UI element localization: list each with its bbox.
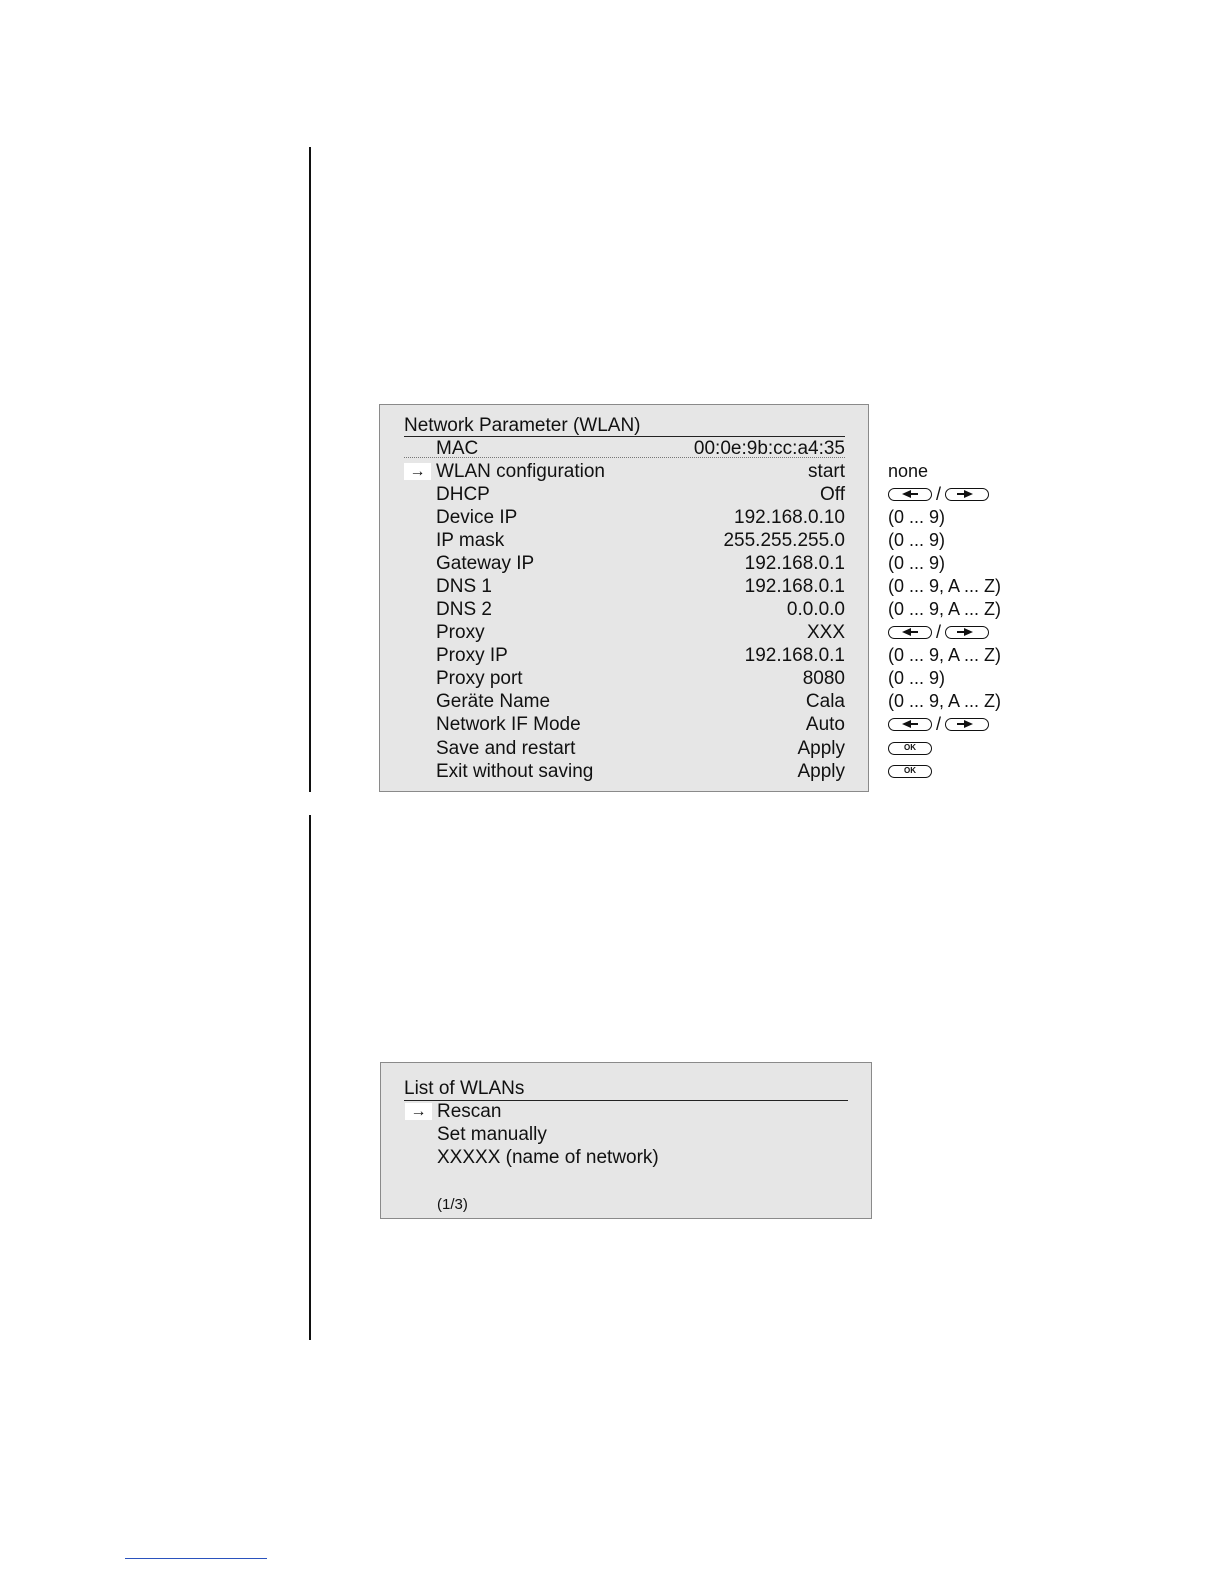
row-label: Network IF Mode [436,714,581,735]
row-label: IP mask [436,530,505,551]
row-label: Gateway IP [436,553,535,574]
menu-row-dhcp[interactable] [380,484,868,507]
wlan-item-set-manually[interactable] [381,1124,871,1147]
hint-text: (0 ... 9) [888,668,946,688]
panel-title: List of WLANs [404,1078,525,1099]
item-label: XXXXX (name of network) [437,1147,659,1168]
hint-text: (0 ... 9) [888,530,946,550]
hint-separator: / [936,714,942,734]
margin-rule-bottom [309,815,311,1340]
row-value: 0.0.0.0 [786,599,845,620]
menu-row-device-name[interactable] [380,691,868,714]
row-value: 255.255.255.0 [723,530,845,551]
row-value: Cala [805,691,845,712]
hint-range [888,644,1001,667]
selection-arrow-icon: → [405,1103,432,1120]
menu-row-exit-without-saving[interactable] [380,761,868,784]
menu-row-dns-1[interactable] [380,576,868,599]
hint-none [888,460,928,483]
hint-range [888,552,945,575]
row-value: 192.168.0.1 [744,645,845,666]
hint-text: none [888,461,929,481]
row-label: DNS 1 [436,576,492,597]
right-key-icon [945,488,989,501]
row-value: 8080 [802,668,845,689]
hint-left-right-keys [888,621,989,644]
hint-range [888,667,945,690]
ok-key-icon: OK [888,742,932,755]
row-value: Apply [797,738,845,759]
row-label: DHCP [436,484,490,505]
network-parameter-panel [379,404,869,792]
row-label: Device IP [436,507,518,528]
hint-text: (0 ... 9, A ... Z) [888,691,1002,711]
right-key-icon [945,718,989,731]
menu-row-wlan-configuration[interactable] [380,461,868,484]
menu-row-network-if-mode[interactable] [380,714,868,737]
page-indicator: (1/3) [437,1196,468,1213]
row-value: 192.168.0.1 [744,553,845,574]
right-key-icon [945,626,989,639]
left-key-icon [888,626,932,639]
menu-row-dns-2[interactable] [380,599,868,622]
left-key-icon [888,718,932,731]
hint-text: (0 ... 9, A ... Z) [888,599,1002,619]
row-label: Proxy [436,622,485,643]
row-value: XXX [806,622,845,643]
row-label: Proxy port [436,668,523,689]
item-label: Set manually [437,1124,547,1145]
item-label: Rescan [437,1101,502,1122]
hint-range [888,598,1001,621]
row-value: 00:0e:9b:cc:a4:35 [693,438,845,459]
row-label: Geräte Name [436,691,551,712]
row-label: Exit without saving [436,761,594,782]
menu-row-save-and-restart[interactable] [380,738,868,761]
row-label: MAC [436,438,479,459]
hint-ok-key [888,737,932,760]
row-label: Save and restart [436,738,576,759]
hint-text: (0 ... 9, A ... Z) [888,645,1002,665]
hint-range [888,575,1001,598]
row-label: DNS 2 [436,599,492,620]
selection-arrow-icon: → [404,463,431,480]
row-label: WLAN configuration [436,461,605,482]
hint-text: (0 ... 9, A ... Z) [888,576,1002,596]
hint-range [888,690,1001,713]
hint-separator: / [936,622,942,642]
ok-key-icon: OK [888,765,932,778]
row-value: 192.168.0.1 [744,576,845,597]
row-value: 192.168.0.10 [734,507,845,528]
menu-row-device-ip[interactable] [380,507,868,530]
hint-text: (0 ... 9) [888,507,946,527]
hint-left-right-keys [888,713,989,736]
wlan-item-network[interactable] [381,1147,871,1170]
footnote-rule [125,1558,267,1559]
hint-ok-key [888,760,932,783]
menu-row-proxy[interactable] [380,622,868,645]
menu-row-proxy-ip[interactable] [380,645,868,668]
hint-range [888,529,945,552]
row-value: Apply [797,761,845,782]
row-value: Auto [805,714,845,735]
hint-left-right-keys [888,483,989,506]
row-value: Off [820,484,845,505]
wlan-item-rescan[interactable] [381,1101,871,1124]
panel-title: Network Parameter (WLAN) [404,415,641,436]
left-key-icon [888,488,932,501]
menu-row-mac [380,438,868,461]
margin-rule-top [309,147,311,792]
row-label: Proxy IP [436,645,508,666]
hint-range [888,506,945,529]
menu-row-gateway-ip[interactable] [380,553,868,576]
hint-text: (0 ... 9) [888,553,946,573]
title-underline [404,436,845,437]
menu-row-proxy-port[interactable] [380,668,868,691]
row-value: start [808,461,845,482]
menu-row-ip-mask[interactable] [380,530,868,553]
wlan-list-panel [380,1062,872,1219]
hint-separator: / [936,484,942,504]
